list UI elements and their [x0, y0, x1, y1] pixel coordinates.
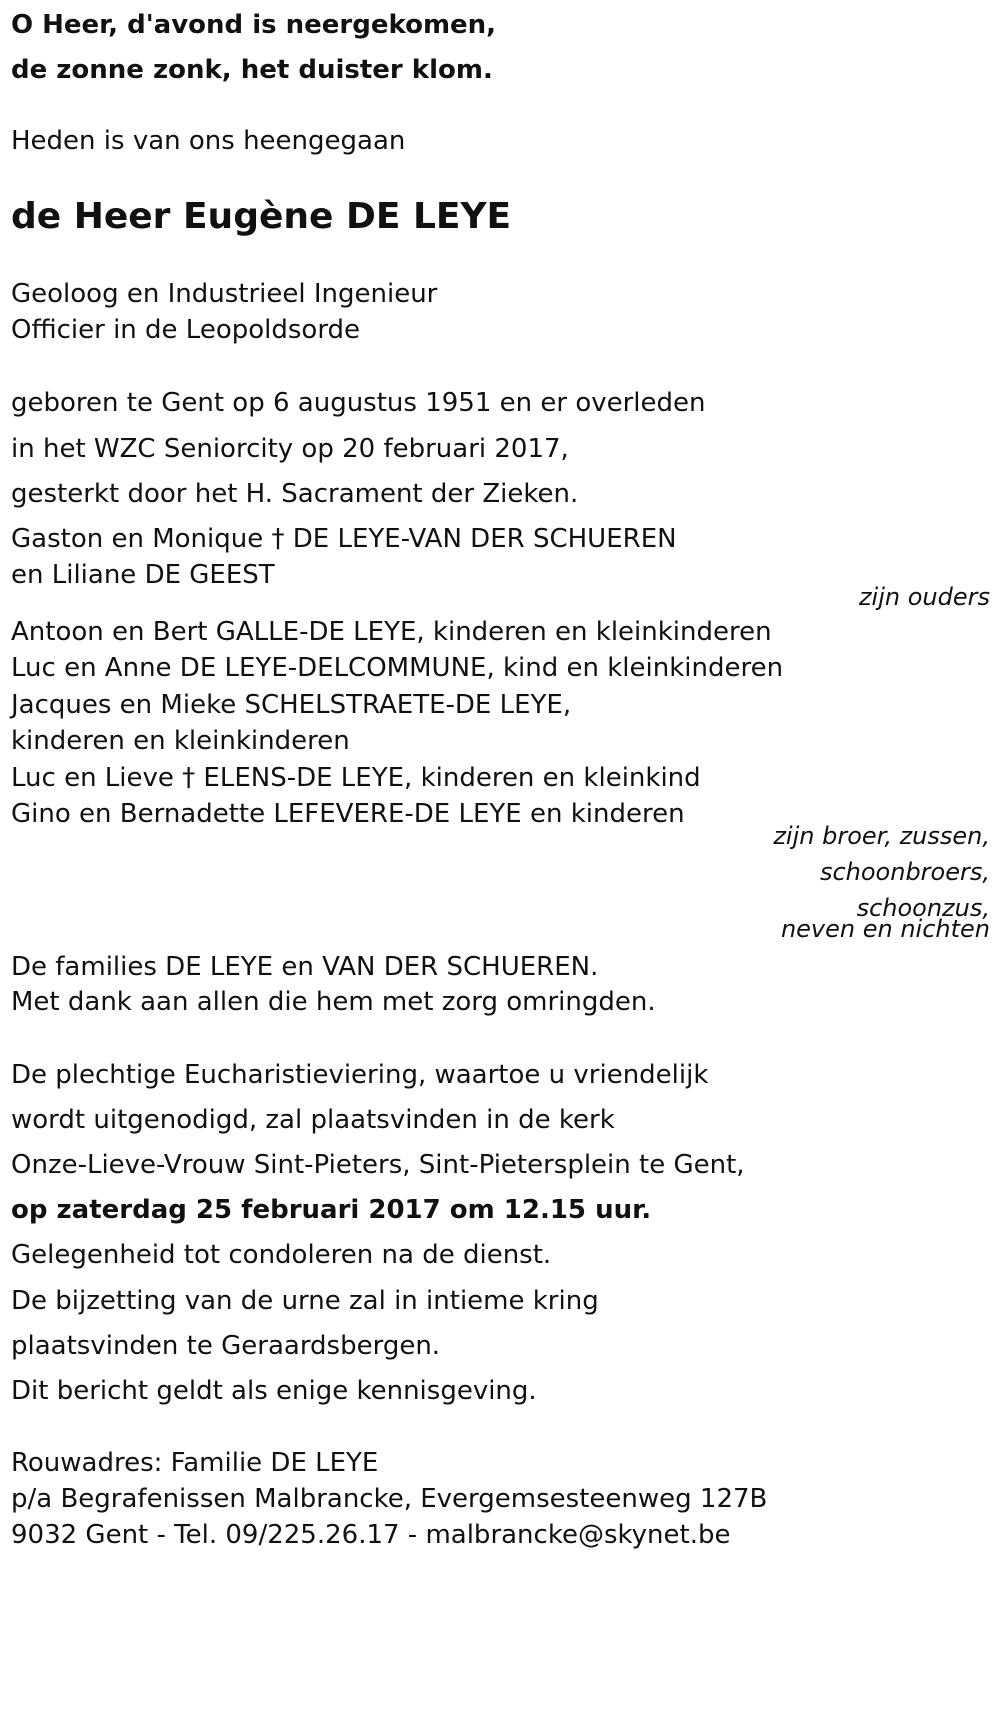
address-line-2: p/a Begrafenissen Malbrancke, Evergemsesteenweg 127B — [11, 1484, 768, 1514]
title-line-1: Geoloog en Industrieel Ingenieur — [11, 279, 438, 309]
siblings-label-1: zijn broer, zussen, — [773, 822, 990, 850]
after-ceremony-line-1: Gelegenheid tot condoleren na de dienst. — [11, 1240, 552, 1270]
sibling-line-6: Gino en Bernadette LEFEVERE-DE LEYE en kinderen — [11, 799, 685, 829]
address-line-1: Rouwadres: Familie DE LEYE — [11, 1448, 379, 1478]
ceremony-line-1: De plechtige Eucharistieviering, waartoe u vriendelijk — [11, 1060, 709, 1090]
title-line-2: Officier in de Leopoldsorde — [11, 315, 361, 345]
birth-death-line-1: geboren te Gent op 6 augustus 1951 en er overleden — [11, 388, 706, 418]
siblings-label-2: schoonbroers, — [819, 858, 990, 886]
address-line-3: 9032 Gent - Tel. 09/225.26.17 - malbrancke@skynet.be — [11, 1520, 731, 1550]
sibling-line-5: Luc en Lieve † ELENS-DE LEYE, kinderen en kleinkind — [11, 763, 701, 793]
families-line-1: De families DE LEYE en VAN DER SCHUEREN. — [11, 952, 599, 982]
poem-line-1: O Heer, d'avond is neergekomen, — [11, 10, 497, 40]
siblings-label-4: neven en nichten — [780, 915, 990, 943]
sibling-line-4: kinderen en kleinkinderen — [11, 726, 350, 756]
parents-line-1: Gaston en Monique † DE LEYE-VAN DER SCHUEREN — [11, 524, 677, 554]
after-ceremony-line-4: Dit bericht geldt als enige kennisgeving. — [11, 1376, 537, 1406]
birth-death-line-3: gesterkt door het H. Sacrament der Zieken. — [11, 479, 579, 509]
after-ceremony-line-2: De bijzetting van de urne zal in intieme kring — [11, 1286, 599, 1316]
sibling-line-1: Antoon en Bert GALLE-DE LEYE, kinderen en kleinkinderen — [11, 617, 772, 647]
siblings-label-3: schoonzus, — [856, 894, 990, 922]
intro-text: Heden is van ons heengegaan — [11, 126, 406, 156]
parents-label: zijn ouders — [858, 583, 990, 611]
ceremony-line-2: wordt uitgenodigd, zal plaatsvinden in de kerk — [11, 1105, 615, 1135]
parents-line-2: en Liliane DE GEEST — [11, 560, 275, 590]
poem-line-2: de zonne zonk, het duister klom. — [11, 55, 493, 85]
sibling-line-2: Luc en Anne DE LEYE-DELCOMMUNE, kind en kleinkinderen — [11, 653, 784, 683]
birth-death-line-2: in het WZC Seniorcity op 20 februari 2017, — [11, 434, 569, 464]
families-line-2: Met dank aan allen die hem met zorg omringden. — [11, 987, 656, 1017]
ceremony-line-3: Onze-Lieve-Vrouw Sint-Pieters, Sint-Pietersplein te Gent, — [11, 1150, 745, 1180]
after-ceremony-line-3: plaatsvinden te Geraardsbergen. — [11, 1331, 441, 1361]
sibling-line-3: Jacques en Mieke SCHELSTRAETE-DE LEYE, — [11, 690, 572, 720]
ceremony-date: op zaterdag 25 februari 2017 om 12.15 uur. — [11, 1195, 652, 1225]
deceased-name: de Heer Eugène DE LEYE — [11, 196, 512, 237]
